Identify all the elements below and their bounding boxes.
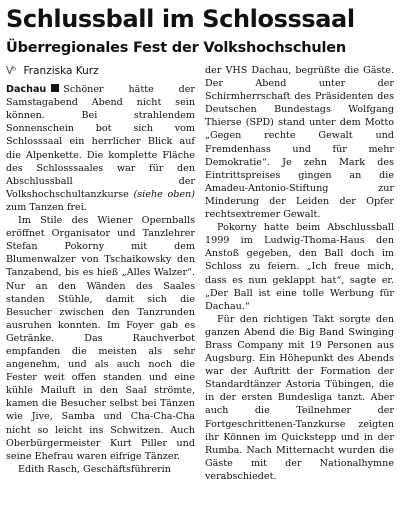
paragraph: Für den richtigen Takt sorgte den ganzen Abend die Big Band Swinging Brass Company mit 19 Personen aus Augsburg. Ein Höhepunkt des Abends war der Auftritt der Formation der Standardtänzer Astoria Tübingen, die in der ersten Bundesliga tanzt. Aber auch die Teilnehmer der Fortgeschrittenen-Tanzkurse zeigten ihr Können im Quickstepp und in der Rumba. Nach Mitternacht wurden die Gäste mit der Nationalhymne verabschiedet. (205, 313, 394, 482)
paragraph: der VHS Dachau, begrüßte die Gäste. Der Abend unter der Schirmherrschaft des Präsidenten des Deutschen Bundestags Wolfgang Thierse (SPD) stand unter dem Motto „Gegen rechte Gewalt und Fremdenhass und für mehr Demokratie“. Je zehn Mark des Eintrittspreises gingen an die Amadeu-Antonio-Stiftung zur Minderung der Leiden der Opfer rechtsextremer Gewalt. (205, 65, 394, 221)
subheadline: Überregionales Fest der Volkshochschulen (6, 40, 347, 56)
article-columns (6, 64, 394, 483)
paragraph-text: Schöner hätte der Samstagabend Abend nicht sein können. Bei strahlendem Sonnenschein bot sich vom Schlosssaal ein herrlicher Blick auf die Alpenkette. Die komplette Fläche des Schlosssaales war für den Abschlussball der Volkshochschultanzkurse (6, 84, 195, 200)
byline-author: Franziska Kurz (23, 65, 99, 77)
paragraph: Im Stile des Wiener Opernballs eröffnet Organisator und Tanzlehrer Stefan Pokorny mit dem Blumenwalzer von Tschaikowsky den Tanzabend, bis es hieß „Alles Walzer“. Nur an den Wänden des Saales standen Stühle, damit sich die Besucher zwischen den Tanzrunden ausruhen konnten. Im Foyer gab es Getränke. Das Rauchverbot empfanden die meisten als sehr angenehm, und als auch noch die Fester weit offen standen und eine kühle Mailuft in den Saal strömte, kamen die Besucher selbst bei Tänzen wie Jive, Samba und Cha-Cha-Cha nicht so leicht ins Schwitzen. Auch Oberbürgermeister Kurt Piller und seine Ehefrau waren eifrige Tänzer. (6, 215, 195, 462)
byline (6, 65, 195, 78)
dateline-square-icon (51, 84, 59, 92)
paragraph-text-end: zum Tanzen frei. (6, 201, 87, 213)
column-right (205, 64, 394, 483)
paragraph-italic: (siehe oben) (133, 188, 195, 200)
paragraph: Pokorny hatte beim Abschlussball 1999 im Ludwig-Thoma-Haus den Anstoß gegeben, den Ball doch im Schloss zu feiern. „Ich freue mich, dass es nun geklappt hat“, sagte er. „Der Ball ist eine tolle Werbung für Dachau.“ (205, 222, 394, 312)
headline: Schlussball im Schlosssaal (6, 5, 355, 33)
dateline: Dachau (6, 84, 47, 96)
byline-mark: Vᵒ (6, 65, 16, 77)
paragraph: Edith Rasch, Geschäftsführerin (18, 463, 171, 475)
paragraph (6, 83, 195, 214)
column-left (6, 64, 195, 483)
